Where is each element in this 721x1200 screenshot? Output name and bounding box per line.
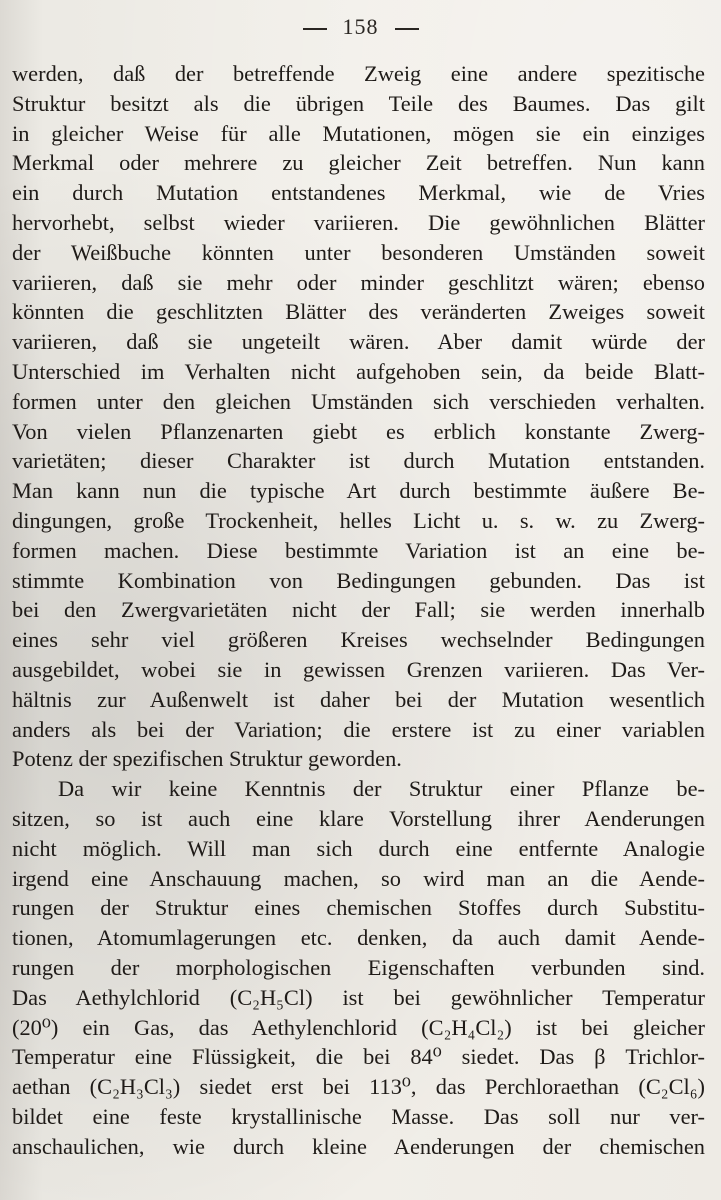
paragraph [12,774,705,1161]
text-line: dingungen, große Trockenheit, helles Licht u. s. w. zu Zwerg- [12,507,705,533]
text-line: rungen der morphologischen Eigenschaften verbunden sind. [12,954,705,980]
text-line: bildet eine feste krystallinische Masse. Das soll nur ver- [12,1103,705,1129]
text-line: bei den Zwergvarietäten nicht der Fall; sie werden innerhalb [12,597,705,623]
text-line: in gleicher Weise für alle Mutationen, mögen sie ein einziges [12,120,705,146]
text-line: varietäten; dieser Charakter ist durch Mutation entstanden. [12,448,705,474]
text-line: Unterschied im Verhalten nicht aufgehoben sein, da beide Blatt- [12,358,705,384]
page-header [0,14,721,40]
text-line: Temperatur eine Flüssigkeit, die bei 84⁰ siedet. Das β Trichlor- [12,1044,705,1070]
page-number: 158 [342,14,379,39]
text-line: tionen, Atomumlagerungen etc. denken, da auch damit Aende- [12,925,705,951]
text-line: der Weißbuche könnten unter besonderen Umständen soweit [12,239,705,265]
text-line: sitzen, so ist auch eine klare Vorstellung ihrer Aenderungen [12,805,705,831]
text-line: ein durch Mutation entstandenes Merkmal, wie de Vries [12,180,705,206]
text-line: aethan (C₂H₃Cl₃) siedet erst bei 113⁰, das Perchloraethan (C₂Cl₆) [12,1074,705,1100]
text-line: hervorhebt, selbst wieder variieren. Die gewöhnlichen Blätter [12,209,705,235]
text-line: irgend eine Anschauung machen, so wird man an die Aende- [12,865,705,891]
text-line: stimmte Kombination von Bedingungen gebunden. Das ist [12,567,705,593]
text-line: Von vielen Pflanzenarten giebt es erblich konstante Zwerg- [12,418,705,444]
text-line: anschaulichen, wie durch kleine Aenderungen der chemischen [12,1133,705,1159]
text-line: Merkmal oder mehrere zu gleicher Zeit betreffen. Nun kann [12,150,705,176]
text-line: nicht möglich. Will man sich durch eine entfernte Analogie [12,835,705,861]
text-line: hältnis zur Außenwelt ist daher bei der Mutation wesentlich [12,686,705,712]
text-line: Potenz der spezifischen Struktur geworden. [12,746,402,772]
text-line: rungen der Struktur eines chemischen Stoffes durch Substitu- [12,895,705,921]
text-line: werden, daß der betreffende Zweig eine andere spezitische [12,61,705,86]
text-line: könnten die geschlitzten Blätter des veränderten Zweiges soweit [12,299,705,325]
text-line: Man kann nun die typische Art durch bestimmte äußere Be- [12,478,705,504]
text-line: Struktur besitzt als die übrigen Teile des Baumes. Das gilt [12,90,705,116]
text-line: Da wir keine Kenntnis der Struktur einer Pflanze be- [58,776,705,802]
text-line: Das Aethylchlorid (C₂H₅Cl) ist bei gewöhnlicher Temperatur [12,984,705,1010]
header-dash-right [395,28,419,30]
body-text [12,59,705,1161]
paragraph [12,59,705,774]
text-line: variieren, daß sie mehr oder minder geschlitzt wären; ebenso [12,269,705,295]
text-line: (20⁰) ein Gas, das Aethylenchlorid (C₂H₄Cl₂) ist bei gleicher [12,1014,705,1040]
text-line: anders als bei der Variation; die erstere ist zu einer variablen [12,716,705,742]
text-line: formen unter den gleichen Umständen sich verschieden verhalten. [12,388,705,414]
text-line: variieren, daß sie ungeteilt wären. Aber damit würde der [12,329,705,355]
text-line: formen machen. Diese bestimmte Variation ist an eine be- [12,537,705,563]
text-line: ausgebildet, wobei sie in gewissen Grenzen variieren. Das Ver- [12,656,705,682]
text-line: eines sehr viel größeren Kreises wechselnder Bedingungen [12,627,705,653]
header-dash-left [303,28,327,30]
